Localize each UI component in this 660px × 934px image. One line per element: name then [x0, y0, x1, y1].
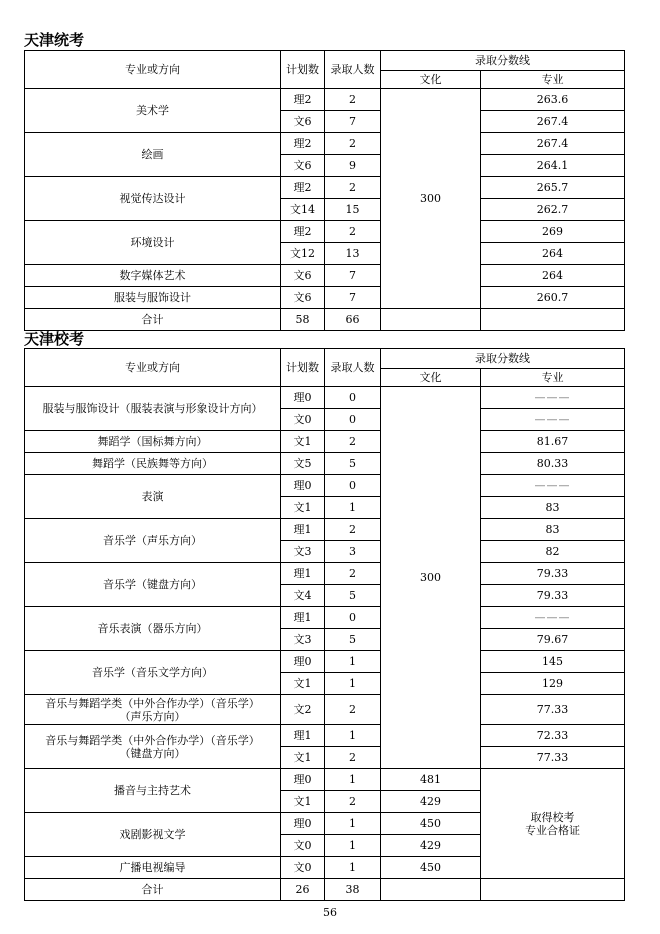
- admitted-cell: 13: [325, 243, 381, 265]
- major-name: 音乐与舞蹈学类（中外合作办学）（音乐学） （键盘方向）: [25, 725, 281, 769]
- plan-cell: 理1: [281, 607, 325, 629]
- specialty-score: 264: [481, 265, 625, 287]
- section-title-xiaokao: 天津校考: [24, 330, 85, 348]
- specialty-score: 77.33: [481, 695, 625, 725]
- specialty-score: 79.33: [481, 563, 625, 585]
- xiaokao-table: [24, 348, 625, 901]
- major-name: 音乐学（音乐文学方向）: [25, 651, 281, 695]
- plan-cell: 文1: [281, 673, 325, 695]
- culture-score: 429: [381, 835, 481, 857]
- plan-cell: 理2: [281, 89, 325, 111]
- header-row: [25, 51, 625, 71]
- admitted-cell: 2: [325, 177, 381, 199]
- empty-cell: [381, 879, 481, 901]
- table-row: [25, 519, 625, 541]
- specialty-score: ———: [481, 475, 625, 497]
- major-name: 音乐学（键盘方向）: [25, 563, 281, 607]
- admitted-cell: 1: [325, 813, 381, 835]
- header-culture: 文化: [381, 71, 481, 89]
- admitted-cell: 5: [325, 629, 381, 651]
- admitted-cell: 0: [325, 409, 381, 431]
- plan-cell: 文3: [281, 541, 325, 563]
- header-plan: 计划数: [281, 349, 325, 387]
- plan-cell: 文6: [281, 111, 325, 133]
- admitted-cell: 2: [325, 747, 381, 769]
- plan-cell: 理0: [281, 475, 325, 497]
- admitted-cell: 2: [325, 563, 381, 585]
- table-row: [25, 695, 625, 725]
- plan-cell: 理0: [281, 651, 325, 673]
- header-admitted: 录取人数: [325, 51, 381, 89]
- table-row: [25, 431, 625, 453]
- total-label: 合计: [25, 879, 281, 901]
- admitted-cell: 1: [325, 835, 381, 857]
- major-name: 环境设计: [25, 221, 281, 265]
- admitted-cell: 0: [325, 387, 381, 409]
- plan-cell: 文6: [281, 155, 325, 177]
- table-row: [25, 769, 625, 791]
- header-specialty: 专业: [481, 369, 625, 387]
- header-admitted: 录取人数: [325, 349, 381, 387]
- header-score-line: 录取分数线: [381, 51, 625, 71]
- total-label: 合计: [25, 309, 281, 331]
- admitted-cell: 2: [325, 221, 381, 243]
- plan-cell: 理1: [281, 563, 325, 585]
- plan-cell: 文6: [281, 265, 325, 287]
- specialty-score: 145: [481, 651, 625, 673]
- major-name: 舞蹈学（民族舞等方向）: [25, 453, 281, 475]
- specialty-score: 262.7: [481, 199, 625, 221]
- plan-cell: 文3: [281, 629, 325, 651]
- tongkao-table: [24, 50, 625, 331]
- plan-cell: 文1: [281, 431, 325, 453]
- specialty-score: 267.4: [481, 111, 625, 133]
- culture-score: 300: [381, 89, 481, 309]
- table-row: [25, 177, 625, 199]
- empty-cell: [481, 879, 625, 901]
- major-name: 表演: [25, 475, 281, 519]
- table-row: [25, 265, 625, 287]
- specialty-score: 267.4: [481, 133, 625, 155]
- admitted-cell: 0: [325, 475, 381, 497]
- admitted-cell: 5: [325, 585, 381, 607]
- specialty-score: 80.33: [481, 453, 625, 475]
- major-name: 戏剧影视文学: [25, 813, 281, 857]
- table-row: [25, 133, 625, 155]
- plan-cell: 文1: [281, 747, 325, 769]
- admitted-cell: 1: [325, 725, 381, 747]
- table-row: [25, 221, 625, 243]
- specialty-score: ———: [481, 607, 625, 629]
- major-name: 美术学: [25, 89, 281, 133]
- total-row: [25, 879, 625, 901]
- total-admitted: 38: [325, 879, 381, 901]
- major-name: 舞蹈学（国标舞方向）: [25, 431, 281, 453]
- specialty-score: 77.33: [481, 747, 625, 769]
- header-score-line: 录取分数线: [381, 349, 625, 369]
- total-row: [25, 309, 625, 331]
- plan-cell: 理1: [281, 519, 325, 541]
- specialty-score: ———: [481, 409, 625, 431]
- table-row: [25, 287, 625, 309]
- plan-cell: 文14: [281, 199, 325, 221]
- admitted-cell: 5: [325, 453, 381, 475]
- plan-cell: 文4: [281, 585, 325, 607]
- section-title-tongkao: 天津统考: [24, 31, 85, 49]
- admitted-cell: 2: [325, 519, 381, 541]
- total-plan: 58: [281, 309, 325, 331]
- major-name: 音乐表演（器乐方向）: [25, 607, 281, 651]
- empty-cell: [481, 309, 625, 331]
- plan-cell: 文0: [281, 409, 325, 431]
- culture-score: 450: [381, 857, 481, 879]
- total-plan: 26: [281, 879, 325, 901]
- plan-cell: 文1: [281, 791, 325, 813]
- header-major: 专业或方向: [25, 51, 281, 89]
- admitted-cell: 2: [325, 431, 381, 453]
- table-row: [25, 607, 625, 629]
- plan-cell: 理1: [281, 725, 325, 747]
- admitted-cell: 9: [325, 155, 381, 177]
- total-admitted: 66: [325, 309, 381, 331]
- table-row: [25, 651, 625, 673]
- header-row: [25, 349, 625, 369]
- table-row: [25, 725, 625, 747]
- plan-cell: 理0: [281, 813, 325, 835]
- table-row: [25, 475, 625, 497]
- culture-score: 450: [381, 813, 481, 835]
- admitted-cell: 7: [325, 287, 381, 309]
- admitted-cell: 1: [325, 769, 381, 791]
- major-name: 音乐与舞蹈学类（中外合作办学）（音乐学） （声乐方向）: [25, 695, 281, 725]
- header-culture: 文化: [381, 369, 481, 387]
- major-name: 服装与服饰设计（服装表演与形象设计方向）: [25, 387, 281, 431]
- admitted-cell: 1: [325, 857, 381, 879]
- header-plan: 计划数: [281, 51, 325, 89]
- header-major: 专业或方向: [25, 349, 281, 387]
- specialty-score: 72.33: [481, 725, 625, 747]
- plan-cell: 文1: [281, 497, 325, 519]
- admitted-cell: 2: [325, 133, 381, 155]
- specialty-score: 81.67: [481, 431, 625, 453]
- specialty-score: 83: [481, 497, 625, 519]
- specialty-score: 129: [481, 673, 625, 695]
- admitted-cell: 1: [325, 497, 381, 519]
- culture-score: 429: [381, 791, 481, 813]
- specialty-score: 264.1: [481, 155, 625, 177]
- plan-cell: 理0: [281, 769, 325, 791]
- plan-cell: 理2: [281, 221, 325, 243]
- plan-cell: 文5: [281, 453, 325, 475]
- specialty-score: 269: [481, 221, 625, 243]
- culture-score: 300: [381, 387, 481, 769]
- admitted-cell: 15: [325, 199, 381, 221]
- major-name: 视觉传达设计: [25, 177, 281, 221]
- admitted-cell: 1: [325, 651, 381, 673]
- admitted-cell: 2: [325, 89, 381, 111]
- admitted-cell: 7: [325, 111, 381, 133]
- culture-score: 481: [381, 769, 481, 791]
- major-name: 音乐学（声乐方向）: [25, 519, 281, 563]
- admitted-cell: 0: [325, 607, 381, 629]
- table-row: [25, 89, 625, 111]
- major-name: 绘画: [25, 133, 281, 177]
- specialty-score: 265.7: [481, 177, 625, 199]
- plan-cell: 文6: [281, 287, 325, 309]
- specialty-score: 260.7: [481, 287, 625, 309]
- page-number: 56: [323, 906, 337, 919]
- specialty-qualification: 取得校考 专业合格证: [481, 769, 625, 879]
- plan-cell: 理2: [281, 133, 325, 155]
- plan-cell: 文2: [281, 695, 325, 725]
- admitted-cell: 2: [325, 791, 381, 813]
- admitted-cell: 1: [325, 673, 381, 695]
- specialty-score: ———: [481, 387, 625, 409]
- admitted-cell: 7: [325, 265, 381, 287]
- specialty-score: 263.6: [481, 89, 625, 111]
- major-name: 数字媒体艺术: [25, 265, 281, 287]
- table-row: [25, 563, 625, 585]
- empty-cell: [381, 309, 481, 331]
- table-row: [25, 387, 625, 409]
- admitted-cell: 2: [325, 695, 381, 725]
- specialty-score: 79.33: [481, 585, 625, 607]
- admitted-cell: 3: [325, 541, 381, 563]
- specialty-score: 83: [481, 519, 625, 541]
- plan-cell: 理2: [281, 177, 325, 199]
- table-row: [25, 453, 625, 475]
- plan-cell: 文12: [281, 243, 325, 265]
- plan-cell: 理0: [281, 387, 325, 409]
- plan-cell: 文0: [281, 835, 325, 857]
- specialty-score: 82: [481, 541, 625, 563]
- header-specialty: 专业: [481, 71, 625, 89]
- specialty-score: 264: [481, 243, 625, 265]
- plan-cell: 文0: [281, 857, 325, 879]
- major-name: 播音与主持艺术: [25, 769, 281, 813]
- specialty-score: 79.67: [481, 629, 625, 651]
- major-name: 广播电视编导: [25, 857, 281, 879]
- major-name: 服装与服饰设计: [25, 287, 281, 309]
